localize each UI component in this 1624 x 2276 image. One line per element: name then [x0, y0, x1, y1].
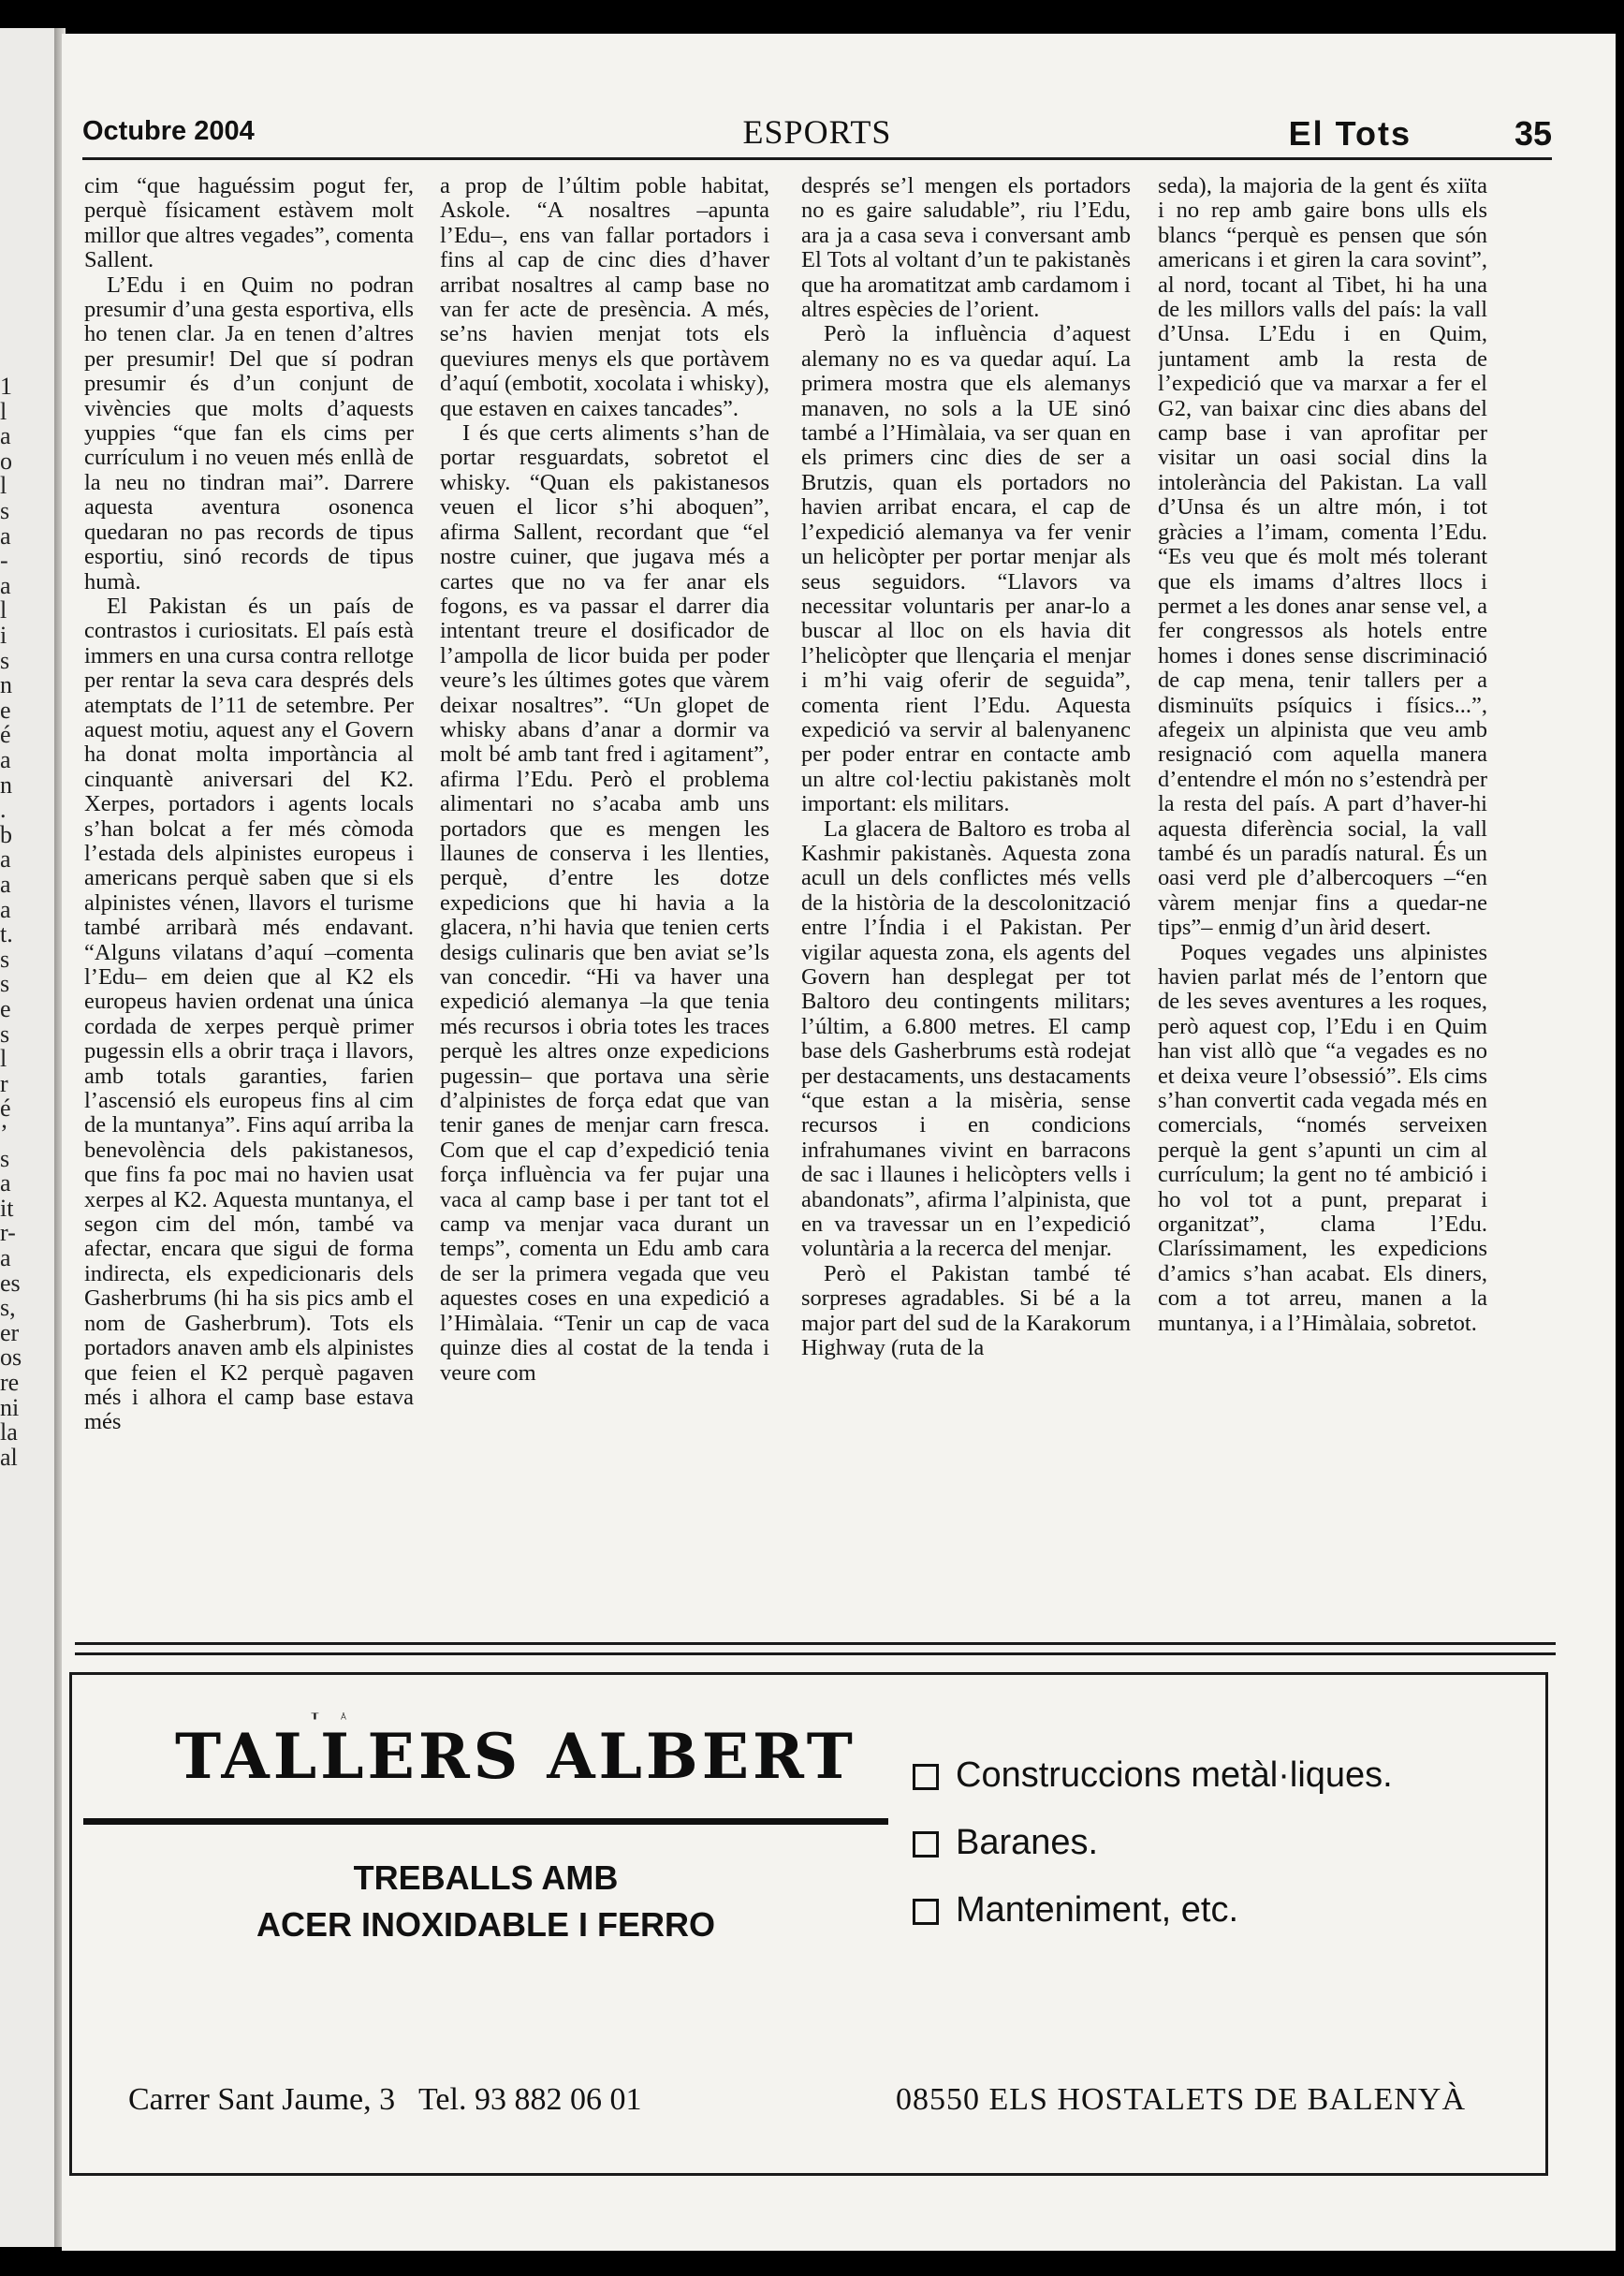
previous-page-text-fragment: a — [0, 1169, 11, 1197]
previous-page-text-fragment: - — [0, 547, 8, 575]
previous-page-text-fragment: a — [0, 895, 11, 923]
previous-page-text-fragment: s — [0, 970, 10, 998]
previous-page-text-fragment: b — [0, 820, 12, 848]
paragraph: cim “que haguéssim pogut fer, perquè físicament estàvem molt millor que altres vegades”, comenta Sallent. — [84, 174, 414, 273]
previous-page-text-fragment: e — [0, 696, 11, 724]
previous-page-text-fragment: e — [0, 995, 11, 1022]
article-column-1 — [84, 174, 414, 1644]
previous-page-text-fragment: ’ — [0, 1120, 8, 1147]
service-item — [913, 1822, 1393, 1889]
paragraph: Poques vegades uns alpinistes havien parlat més de l’entorn que de les seves aventures a les roques, però aquest cop, l’Edu i en Quim han vist allò que “a vegades es no et deixa veure l’obsessió”. Els cims s’han convertit cada vegada més en comercials, “només serveixen perquè la gent s’apunti un cim al currículum; la gent no té ambició i ho vol tot a punt, preparat i organitzat”, clama l’Edu. Claríssimament, les expedicions d’amics s’han acabat. Els diners, com a tot arreu, manen a la muntanya, i a l’Himàlaia, sobretot. — [1158, 939, 1487, 1336]
previous-page-text-fragment: s — [0, 497, 10, 524]
previous-page-text-fragment: r — [0, 1069, 8, 1097]
previous-page-text-fragment: s — [0, 945, 10, 973]
paragraph: El Pakistan és un país de contrastos i curiositats. El país està immers en una cursa contra rellotge per rentar la seva cara després dels atemptats de l’11 de setembre. Per aquest motiu, aquest any el Govern ha donat molta importància al cinquantè aniversari del K2. Xerpes, portadors i agents locals s’han bolcat a fer més còmoda l’estada dels alpinistes europeus i americans perquè saben que si els alpinistes vénen, llavors el turisme també arribarà més endavant. “Alguns vilatans d’aquí –comenta l’Edu– em deien que al K2 els europeus havien ordenat una única cordada de xerpes perquè primer pugessin ells a obrir traça i llavors, amb totals garanties, farien l’ascensió els europeus fins al cim de la muntanya”. Fins aquí arriba la benevolència dels pakistanesos, que fins fa poc mai no havien usat xerpes al K2. Aquesta muntanya, el segon cim del món, també va afectar, encara que sigui de forma indirecta, els expedicionaris dels Gasherbrums (hi ha sis pics amb el nom de Gasherbrum). Tots els portadors anaven amb els alpinistes que feien el K2 perquè pagaven més i alhora el camp base estava més — [84, 593, 414, 1435]
previous-page-text-fragment: s, — [0, 1294, 16, 1322]
previous-page-text-fragment: a — [0, 845, 11, 874]
logo-graphic — [83, 1712, 575, 1720]
previous-page-text-fragment: it — [0, 1194, 14, 1222]
previous-page-text-fragment: a — [0, 871, 11, 898]
previous-page-text-fragment: l — [0, 397, 7, 425]
paragraph: seda), la majoria de la gent és xiïta i no rep amb gaire bons ulls els blancs “perquè es pensen que són americans i et giren la cara sovint”, al nord, tocant al Tibet, hi ha una de les millors valls del país: la vall d’Unsa. L’Edu i en Quim, juntament amb la resta de l’expedició que va marxar a fer el G2, van baixar cinc dies abans del camp base i van aprofitar per visitar un oasi social dins la intolerància del Pakistan. La vall d’Unsa és un altre món, i tot gràcies a l’imam, comenta l’Edu. “Es veu que és molt més tolerant que els imams d’altres llocs i permet a les dones anar sense vel, a fer congressos als hotels entre homes i dones sense discriminació de cap mena, tenir tallers per a disminuïts psíquics i físics...”, afegeix un alpinista que veu amb resignació com aquella manera d’entendre el món no s’estendrà per la resta del país. A part d’haver-hi aquesta diferència social, la vall també és un paradís natural. És un oasi verd ple d’albercoquers –“en vàrem menjar fins a quedar-ne tips”– enmig d’un àrid desert. — [1158, 174, 1487, 941]
previous-page-text-fragment: s — [0, 646, 10, 674]
previous-page-text-fragment: er — [0, 1318, 20, 1346]
previous-page-text-fragment: 1 — [0, 373, 12, 400]
service-label: Construccions metàl·liques. — [956, 1755, 1393, 1795]
publication-name: El Tots — [1288, 114, 1412, 153]
paragraph: Però el Pakistan també té sorpreses agradables. Si bé a la major part del sud de la Karakorum Highway (ruta de la — [801, 1260, 1131, 1361]
previous-page-text-fragment: o — [0, 447, 12, 475]
previous-page-text-fragment: n — [0, 671, 12, 699]
paragraph: I és que certs aliments s’han de portar resguardats, sobretot el whisky. “Quan els pakistanesos veuen el licor s’hi aboquen”, afirma Sallent, recordant que “el nostre cuiner, que jugava més a cartes que no va fer anar els fogons, es va passar el darrer dia intentant treure el dosificador de l’ampolla de licor buida per poder veure’s les últimes gotes que vàrem deixar nosaltres”. “Un glopet de whisky abans d’anar a dormir va molt bé amb tant fred i agitament”, afirma l’Edu. Però el problema alimentari no s’acaba amb uns portadors que es mengen les llaunes de conserva i les llenties, perquè, d’entre les dotze expedicions que hi havia a la glacera, n’hi havia que tenien certs desigs culinaris que ben aviat se’ls van concedir. “Hi va haver una expedició alemanya –la que tenia més recursos i obria totes les traces perquè les altres onze expedicions pugessin– que portava una sèrie d’alpinistes de força edat que van tenir ganes de menjar carn fresca. Com que el cap d’expedició tenia força influència va fer pujar una vaca al camp base i per tant tot el camp va menjar vaca durant un temps”, comenta un Edu amb cara de ser la primera vegada que veu aquestes coses en una expedició a l’Himàlaia. “Tenir un cap de vaca quinze dies al costat de la tenda i veure com — [440, 420, 769, 1386]
paragraph: L’Edu i en Quim no podran presumir d’una gesta esportiva, ells ho tenen clar. Ja en tenen d’altres per presumir! Del que sí podran presumir és d’un conjunt de vivències que molts d’aquests yuppies “que fan els cims per currículum i no veuen més enllà de la neu no tindran mai”. Darrere aquesta aventura osonenca quedaran no pas records de tipus esportiu, sinó records de tipus humà. — [84, 272, 414, 595]
previous-page-text-fragment: n — [0, 771, 12, 799]
article-column-2 — [440, 174, 769, 1644]
ad-address: Carrer Sant Jaume, 3 Tel. 93 882 06 01 — [128, 2082, 642, 2117]
previous-page-text-fragment: a — [0, 422, 11, 450]
compass-tool-icon — [341, 1712, 345, 1720]
paragraph: La glacera de Baltoro es troba al Kashmir pakistanès. Aquesta zona acull un dels conflictes més vells de la història de la descolonització entre l’Índia i el Pakistan. Per vigilar aquesta zona, els agents del Govern han desplegat per tot Baltoro deu contingents militars; l’últim, a 6.800 metres. El camp base dels Gasherbrums està rodejat per destacaments, uns destacaments “que estan a la misèria, sense recursos i en condicions infrahumanes vivint en barracons de sac i llaunes i helicòpters vells i abandonats”, afirma l’alpinista, que en va travessar un en l’expedició voluntària a la recerca del menjar. — [801, 815, 1131, 1262]
previous-page-text-fragment: l — [0, 596, 7, 624]
previous-page-text-fragment: . — [0, 796, 7, 824]
previous-page-text-fragment: a — [0, 746, 11, 773]
previous-page-text-fragment: a — [0, 571, 11, 599]
company-logo: TALLERS ALBERT — [175, 1720, 856, 1793]
ad-tagline-1: TREBALLS AMB — [353, 1858, 619, 1897]
previous-page-text-fragment: l — [0, 472, 7, 500]
previous-page-edge — [0, 28, 58, 2247]
previous-page-text-fragment: s — [0, 1144, 10, 1172]
checkbox-icon — [913, 1899, 939, 1925]
service-item — [913, 1755, 1393, 1822]
page-number: 35 — [1514, 114, 1552, 153]
previous-page-text-fragment: é — [0, 1094, 11, 1123]
section-divider — [75, 1642, 1556, 1655]
paragraph: Però la influència d’aquest alemany no es va quedar aquí. La primera mostra que els alemanys manaven, no sols a la UE sinó també a l’Himàlaia, va ser quan en els primers cinc dies de ser a Brutzis, quan els portadors no havien arribat encara, el cap de l’expedició alemanya va fer venir un helicòpter per portar menjar als seus seguidors. “Llavors va necessitar voluntaris per anar-lo a buscar al lloc on els havia dit l’helicòpter que llençaria el menjar i m’hi vaig oferir de seguida”, comenta rient l’Edu. Aquesta expedició va servir al balenyanenc per poder entrar en contacte amb un altre col·lectiu pakistanès molt important: els militars. — [801, 321, 1131, 817]
previous-page-text-fragment: é — [0, 721, 11, 749]
previous-page-text-fragment: a — [0, 1244, 11, 1271]
services-list — [913, 1755, 1393, 1957]
previous-page-text-fragment: r- — [0, 1219, 16, 1247]
previous-page-text-fragment: es — [0, 1269, 21, 1297]
ad-tagline-2: ACER INOXIDABLE I FERRO — [256, 1905, 716, 1944]
previous-page-text-fragment: ni — [0, 1393, 20, 1421]
previous-page-text-fragment: s — [0, 1020, 10, 1048]
article-column-3 — [801, 174, 1131, 1644]
previous-page-text-fragment: re — [0, 1369, 20, 1396]
previous-page-text-fragment: la — [0, 1418, 18, 1446]
page-header — [82, 82, 1552, 160]
checkbox-icon — [913, 1764, 939, 1790]
service-item — [913, 1889, 1393, 1957]
advertisement — [69, 1672, 1548, 2176]
previous-page-text-fragment: l — [0, 1045, 7, 1073]
previous-page-text-fragment: i — [0, 622, 7, 649]
article-column-4 — [1158, 174, 1487, 1644]
previous-page-text-fragment: t. — [0, 920, 13, 948]
paragraph: a prop de l’últim poble habitat, Askole. “A nosaltres –apunta l’Edu–, ens van fallar portadors i fins al cap de cinc dies d’haver arribat nosaltres al camp base no van fer acte de presència. A més, se’ns havien menjat tots els queviures menys els que portàvem d’aquí (embotit, xocolata i whisky), que estaven en caixes tancades”. — [440, 174, 769, 421]
service-label: Baranes. — [956, 1823, 1099, 1862]
paragraph: després se’l mengen els portadors no es gaire saludable”, riu l’Edu, ara ja a casa seva i conversant amb El Tots al voltant d’un te pakistanès que ha aromatitzat amb cardamom i altres espècies de l’orient. — [801, 174, 1131, 323]
logo-underline — [83, 1818, 888, 1825]
checkbox-icon — [913, 1831, 939, 1858]
section-title: ESPORTS — [742, 113, 892, 151]
previous-page-text-fragment: os — [0, 1344, 22, 1372]
previous-page-text-fragment: al — [0, 1443, 18, 1471]
ad-city: 08550 ELS HOSTALETS DE BALENYÀ — [896, 2082, 1467, 2117]
issue-date: Octubre 2004 — [82, 116, 255, 146]
service-label: Manteniment, etc. — [956, 1890, 1239, 1930]
scan-border — [0, 2251, 1624, 2276]
previous-page-text-fragment: a — [0, 521, 11, 550]
